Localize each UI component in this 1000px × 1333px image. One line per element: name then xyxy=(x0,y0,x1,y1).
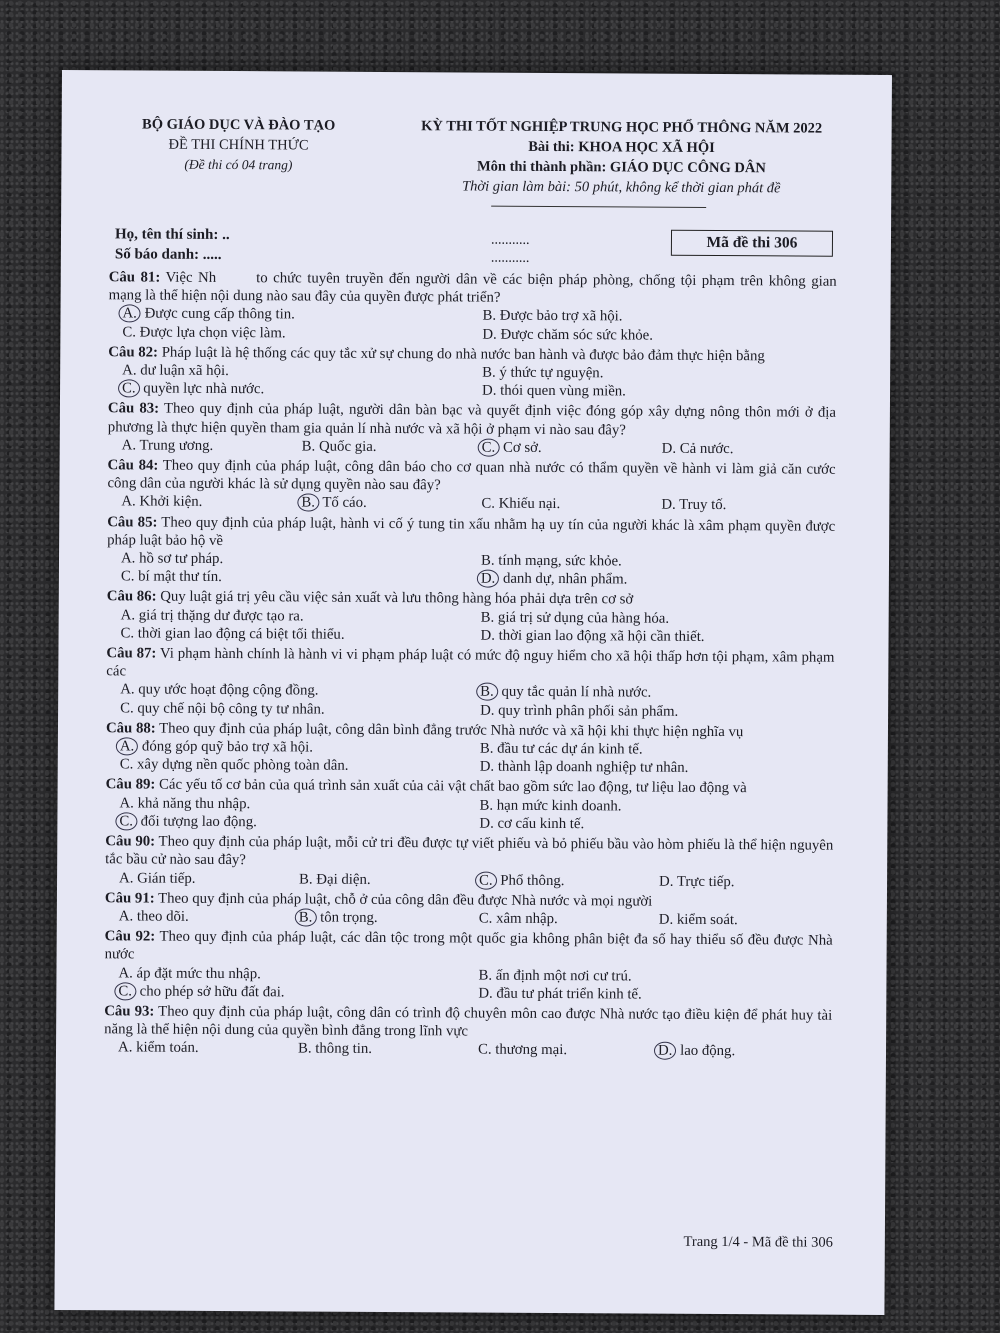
answer-option xyxy=(121,568,475,588)
answer-letter: C. xyxy=(119,756,134,773)
answer-option xyxy=(658,1042,832,1061)
answer-text: khả năng thu nhập. xyxy=(133,795,251,812)
question-number: Câu 86: xyxy=(106,588,157,606)
answer-letter: A. xyxy=(121,493,136,510)
circled-answer-letter: D. xyxy=(477,570,500,588)
question-number: Câu 82: xyxy=(108,344,159,361)
answer-letter: B. xyxy=(299,870,313,888)
answer-text: quy tắc quản lí nhà nước. xyxy=(497,684,652,702)
answer-text: Cơ sở. xyxy=(499,439,542,456)
answer-option xyxy=(482,307,836,327)
answer-option xyxy=(482,382,836,402)
answer-letter: D. xyxy=(479,815,494,832)
answer-text: đầu tư phát triển kinh tế. xyxy=(492,985,642,1003)
question-number: Câu 91: xyxy=(104,889,155,907)
answer-text: quy chế nội bộ công ty tư nhân. xyxy=(133,700,325,718)
answer-text: Được cung cấp thông tin. xyxy=(140,305,295,323)
answer-option xyxy=(299,908,473,927)
answer-option xyxy=(120,756,474,776)
answer-letter: A. xyxy=(120,681,135,698)
circled-answer-letter: A. xyxy=(116,737,139,755)
answer-letter: B. xyxy=(482,364,496,381)
answer-text: giá trị sử dụng của hàng hóa. xyxy=(494,609,670,627)
answer-option xyxy=(302,437,476,456)
answer-option xyxy=(481,570,835,590)
circled-answer-letter: B. xyxy=(476,683,498,701)
exam-part: Bài thi: KHOA HỌC XÃ HỘI xyxy=(528,138,715,156)
official-label: ĐỀ THI CHÍNH THỨC xyxy=(168,136,309,154)
subject: Môn thi thành phần: GIÁO DỤC CÔNG DÂN xyxy=(476,158,766,177)
question-item xyxy=(108,268,836,345)
answer-option xyxy=(298,1040,472,1059)
circled-answer-letter: C. xyxy=(478,438,500,456)
answer-text: hồ sơ tư pháp. xyxy=(135,550,224,568)
answer-options xyxy=(108,361,836,402)
answer-text: thông tin. xyxy=(311,1040,373,1058)
question-stem xyxy=(105,927,833,968)
name-dots: ........... xyxy=(490,232,530,248)
question-item xyxy=(108,400,836,459)
answer-text: Quốc gia. xyxy=(315,438,377,455)
answer-text: Được lựa chọn việc làm. xyxy=(135,324,286,341)
answer-options xyxy=(105,869,833,892)
circled-answer-letter: C. xyxy=(475,871,497,889)
question-stem xyxy=(106,644,834,685)
answer-text: đối tượng lao động. xyxy=(136,813,257,831)
answer-options xyxy=(106,681,834,722)
question-text: Theo quy định của pháp luật, công dân báo cho cơ quan nhà nước có thẩm quyền về hành vi làm giả căn cước công dân của người khác là sử dụng quyền nào sau đây? xyxy=(107,457,836,494)
answer-options xyxy=(104,1039,832,1062)
answer-letter: A. xyxy=(118,964,133,981)
answer-letter: D. xyxy=(658,911,674,928)
circled-answer-letter: B. xyxy=(297,494,319,512)
question-text: Vi phạm hành chính là hành vi vi phạm pháp luật có mức độ nguy hiểm cho xã hội thấp hơn tội phạm, xâm phạm các xyxy=(106,645,835,680)
answer-text: thời gian lao động xã hội cần thiết. xyxy=(494,627,705,645)
answer-text: đầu tư các dự án kinh tế. xyxy=(493,740,643,758)
answer-letter: A. xyxy=(120,607,136,624)
answer-letter: D. xyxy=(480,627,495,644)
answer-letter: B. xyxy=(479,740,494,757)
answer-text: thói quen vùng miền. xyxy=(496,382,626,400)
question-text: Quy luật giá trị yêu cầu việc sản xuất và lưu thông hàng hóa phải dựa trên cơ sở xyxy=(156,589,634,608)
question-text: Theo quy định của pháp luật, mỗi cử tri đều được tự viết phiếu và bỏ phiếu bầu vào hòm phiếu là thể hiện nguyên tắc bầu cử nào sau đây? xyxy=(105,833,834,869)
question-number: Câu 83: xyxy=(107,400,160,418)
answer-letter: A. xyxy=(121,437,137,454)
answer-option xyxy=(121,606,475,626)
answer-option xyxy=(121,493,295,512)
answer-option xyxy=(122,380,476,400)
candidate-name-label: Họ, tên thí sinh: .. xyxy=(114,226,230,244)
answer-letter: D. xyxy=(481,382,497,399)
header-left xyxy=(113,114,363,176)
answer-text: cho phép sở hữu đất đai. xyxy=(135,983,285,1001)
circled-answer-letter: B. xyxy=(295,908,317,926)
answer-option xyxy=(481,608,835,628)
answer-text: xâm nhập. xyxy=(492,910,558,927)
answer-option xyxy=(481,495,655,514)
question-item xyxy=(105,776,833,835)
question-number: Câu 81: xyxy=(108,269,161,286)
answer-text: Được chăm sóc sức khỏe. xyxy=(496,326,654,344)
answer-option xyxy=(659,872,833,891)
answer-letter: D. xyxy=(479,758,495,775)
question-text: Theo quy định của pháp luật, công dân có trình độ chuyên môn cao được Nhà nước tạo điều kiện để phát huy tài năng là thể hiện nội dung của quyền bình đẳng trong lĩnh vực xyxy=(104,1003,833,1040)
question-text: Theo quy định của pháp luật, các dân tộc trong một quốc gia không phân biệt đa số hay thiểu số đều được Nhà nước xyxy=(104,928,833,963)
answer-option xyxy=(481,552,835,572)
answer-letter: D. xyxy=(480,702,495,719)
answer-letter: B. xyxy=(482,307,497,325)
answer-text: tôn trọng. xyxy=(316,909,378,926)
answer-option xyxy=(301,494,475,513)
answer-option xyxy=(119,869,293,888)
answer-option xyxy=(662,439,836,458)
answer-text: quyền lực nhà nước. xyxy=(139,380,265,398)
answer-option xyxy=(119,794,473,814)
answer-option xyxy=(122,305,476,325)
answer-text: lao động. xyxy=(676,1043,736,1060)
answer-option xyxy=(480,683,834,703)
duration: Thời gian làm bài: 50 phút, không kể thời gian phát đề xyxy=(462,178,781,197)
question-number: Câu 85: xyxy=(107,513,158,531)
answer-letter: A. xyxy=(119,869,134,886)
answer-text: Truy tố. xyxy=(675,497,727,514)
answer-option xyxy=(482,325,836,345)
question-number: Câu 84: xyxy=(107,457,159,474)
answer-text: ý thức tự nguyện. xyxy=(495,364,604,382)
exam-code-box: Mã đề thi 306 xyxy=(671,230,833,257)
answer-text: Trung ương. xyxy=(136,437,214,454)
page-footer: Trang 1/4 - Mã đề thi 306 xyxy=(683,1233,833,1251)
circled-answer-letter: A. xyxy=(118,305,141,323)
answer-text: Phổ thông. xyxy=(496,872,565,889)
answer-letter: D. xyxy=(478,985,493,1002)
answer-options xyxy=(107,549,835,590)
answer-option xyxy=(661,496,835,515)
answer-text: cơ cấu kinh tế. xyxy=(493,815,585,833)
id-dots: ........... xyxy=(490,250,530,266)
ministry-name: BỘ GIÁO DỤC VÀ ĐÀO TẠO xyxy=(141,116,336,134)
answer-letter: B. xyxy=(478,967,493,984)
question-text: Pháp luật là hệ thống các quy tắc xử sự chung do nhà nước ban hành và được bảo đảm thực hiện bằng xyxy=(157,344,765,365)
answer-text: áp đặt mức thu nhập. xyxy=(132,964,261,982)
question-item xyxy=(105,832,833,891)
answer-option xyxy=(479,814,833,834)
answer-option xyxy=(482,364,836,384)
answer-letter: C. xyxy=(120,568,135,585)
answer-text: tính mạng, sức khỏe. xyxy=(494,552,622,570)
answer-text: Gián tiếp. xyxy=(133,869,196,887)
answer-letter: B. xyxy=(297,1040,312,1057)
question-text: Theo quy định của pháp luật, hành vi cố ý tung tin xấu nhằm hạ uy tín của người khác là xâm phạm quyền được pháp luật bảo hộ về xyxy=(107,514,836,549)
answer-text: theo dõi. xyxy=(133,908,189,925)
question-text: Việc Nh xyxy=(160,269,217,286)
answer-text: Tố cáo. xyxy=(318,495,367,512)
answer-text: giá trị thặng dư được tạo ra. xyxy=(135,607,304,625)
question-text: Theo quy định của pháp luật, chỗ ở của công dân đều được Nhà nước và mọi người xyxy=(154,890,653,910)
question-list xyxy=(104,268,837,1063)
answer-text: đóng góp quỹ bảo trợ xã hội. xyxy=(138,738,313,756)
question-item xyxy=(106,719,834,778)
answer-text: bí mật thư tín. xyxy=(134,568,222,586)
answer-option xyxy=(659,911,833,930)
answer-option xyxy=(480,626,834,646)
answer-letter: D. xyxy=(482,326,497,343)
question-stem xyxy=(108,400,836,441)
question-number: Câu 89: xyxy=(105,776,156,794)
answer-option xyxy=(478,966,832,986)
answer-letter: B. xyxy=(479,797,494,814)
answer-letter: C. xyxy=(120,700,134,717)
answer-option xyxy=(119,812,473,832)
header-divider xyxy=(491,206,706,208)
circled-answer-letter: D. xyxy=(654,1042,677,1060)
answer-option xyxy=(480,758,834,778)
answer-text: Khiếu nại. xyxy=(494,496,561,513)
answer-text: thời gian lao động cá biệt tối thiểu. xyxy=(134,625,345,643)
question-stem xyxy=(105,832,833,873)
circled-answer-letter: C. xyxy=(114,982,136,1000)
answer-letter: C. xyxy=(478,910,493,927)
question-number: Câu 92: xyxy=(104,928,156,945)
candidate-info xyxy=(115,224,230,265)
question-number: Câu 87: xyxy=(106,645,157,662)
question-item xyxy=(108,343,836,402)
answer-option xyxy=(118,964,472,984)
answer-letter: A. xyxy=(118,908,134,925)
answer-option xyxy=(121,549,475,569)
answer-option xyxy=(118,982,472,1002)
answer-option xyxy=(122,323,476,343)
question-item xyxy=(105,889,833,930)
answer-text: Cả nước. xyxy=(676,440,734,457)
pages-note: (Đề thi có 04 trang) xyxy=(184,156,293,173)
question-stem xyxy=(109,268,837,309)
answer-text: Trực tiếp. xyxy=(673,873,735,890)
answer-text: thương mại. xyxy=(491,1041,568,1059)
question-item xyxy=(106,644,834,721)
question-stem xyxy=(107,456,835,497)
answer-text: hạn mức kinh doanh. xyxy=(493,797,622,815)
answer-letter: B. xyxy=(301,438,316,455)
answer-text: Được bảo trợ xã hội. xyxy=(496,308,623,325)
question-item xyxy=(107,588,835,647)
answer-option xyxy=(121,624,475,644)
question-text: Theo quy định của pháp luật, người dân bàn bạc và quyết định việc đóng góp xây dựng nông thôn mới ở địa phương là thực hiện quyền tham gia quản lí nhà nước và xã hội ở phạm vi nào sau đây? xyxy=(107,401,836,439)
question-text: Theo quy định của pháp luật, công dân bình đẳng trước Nhà nước và xã hội khi thực hiện nghĩa vụ xyxy=(155,720,744,741)
answer-option xyxy=(120,699,474,719)
answer-letter: C. xyxy=(477,1041,492,1058)
answer-option xyxy=(480,701,834,721)
question-item xyxy=(107,513,835,590)
exam-title: KỲ THI TỐT NGHIỆP TRUNG HỌC PHỔ THÔNG NĂM 2022 xyxy=(421,118,823,137)
answer-letter: D. xyxy=(661,497,676,514)
question-number: Câu 93: xyxy=(104,1003,155,1020)
answer-letter: D. xyxy=(659,873,674,890)
answer-letter: D. xyxy=(661,440,677,457)
answer-option xyxy=(299,870,473,889)
question-stem xyxy=(107,513,835,554)
circled-answer-letter: C. xyxy=(115,812,137,830)
answer-letter: A. xyxy=(119,795,134,812)
answer-letter: B. xyxy=(480,609,495,626)
answer-option xyxy=(118,1039,292,1058)
question-stem xyxy=(104,1002,832,1043)
answer-letter: C. xyxy=(481,496,495,513)
answer-text: ấn định một nơi cư trú. xyxy=(492,967,632,985)
answer-options xyxy=(105,907,833,930)
answer-option xyxy=(479,909,653,928)
answer-text: danh dự, nhân phẩm. xyxy=(499,570,628,588)
answer-option xyxy=(119,907,293,926)
answer-option xyxy=(479,796,833,816)
question-item xyxy=(104,1002,832,1061)
exam-paper xyxy=(54,70,892,1315)
answer-text: Khởi kiện. xyxy=(135,493,203,511)
header-right xyxy=(361,116,881,199)
answer-options xyxy=(105,794,833,835)
answer-letter: C. xyxy=(120,625,135,642)
answer-option xyxy=(122,436,296,455)
answer-option xyxy=(479,871,653,890)
answer-options xyxy=(108,436,836,459)
question-item xyxy=(104,927,832,1004)
answer-options xyxy=(108,305,836,346)
answer-options xyxy=(104,964,832,1005)
answer-text: kiểm soát. xyxy=(673,911,738,929)
answer-letter: A. xyxy=(122,362,137,379)
answer-option xyxy=(478,1041,652,1060)
question-text: to chức tuyên truyền đến người dân về các biện pháp phòng, chống tội phạm trên không gian mạng là thể hiện nội dung nào sau đây của quyền được phát triển? xyxy=(108,270,837,306)
question-number: Câu 88: xyxy=(105,720,156,737)
answer-option xyxy=(478,984,832,1004)
answer-text: Đại diện. xyxy=(312,871,371,888)
answer-letter: B. xyxy=(480,552,495,569)
answer-letter: C. xyxy=(122,323,137,341)
answer-letter: A. xyxy=(120,550,136,567)
answer-text: xây dựng nền quốc phòng toàn dân. xyxy=(133,756,349,775)
answer-options xyxy=(107,493,835,516)
answer-text: kiểm toán. xyxy=(132,1039,199,1057)
answer-option xyxy=(482,438,656,457)
answer-option xyxy=(122,361,476,381)
question-number: Câu 90: xyxy=(105,833,156,850)
answer-text: thành lập doanh nghiệp tư nhân. xyxy=(494,758,689,777)
answer-option xyxy=(120,681,474,701)
answer-options xyxy=(106,737,834,778)
candidate-id-label: Số báo danh: ..... xyxy=(114,246,222,263)
circled-answer-letter: C. xyxy=(118,380,140,398)
answer-options xyxy=(107,606,835,647)
answer-option xyxy=(480,740,834,760)
question-item xyxy=(107,456,835,515)
answer-option xyxy=(120,737,474,757)
answer-text: dư luận xã hội. xyxy=(136,362,229,380)
answer-text: quy trình phân phối sản phẩm. xyxy=(494,702,679,720)
answer-letter: A. xyxy=(117,1039,133,1056)
question-text: Các yếu tố cơ bản của quá trình sản xuất của cải vật chất bao gồm sức lao động, tư liệu lao động và xyxy=(155,777,747,797)
answer-text: quy ước hoạt động cộng đồng. xyxy=(134,681,319,700)
